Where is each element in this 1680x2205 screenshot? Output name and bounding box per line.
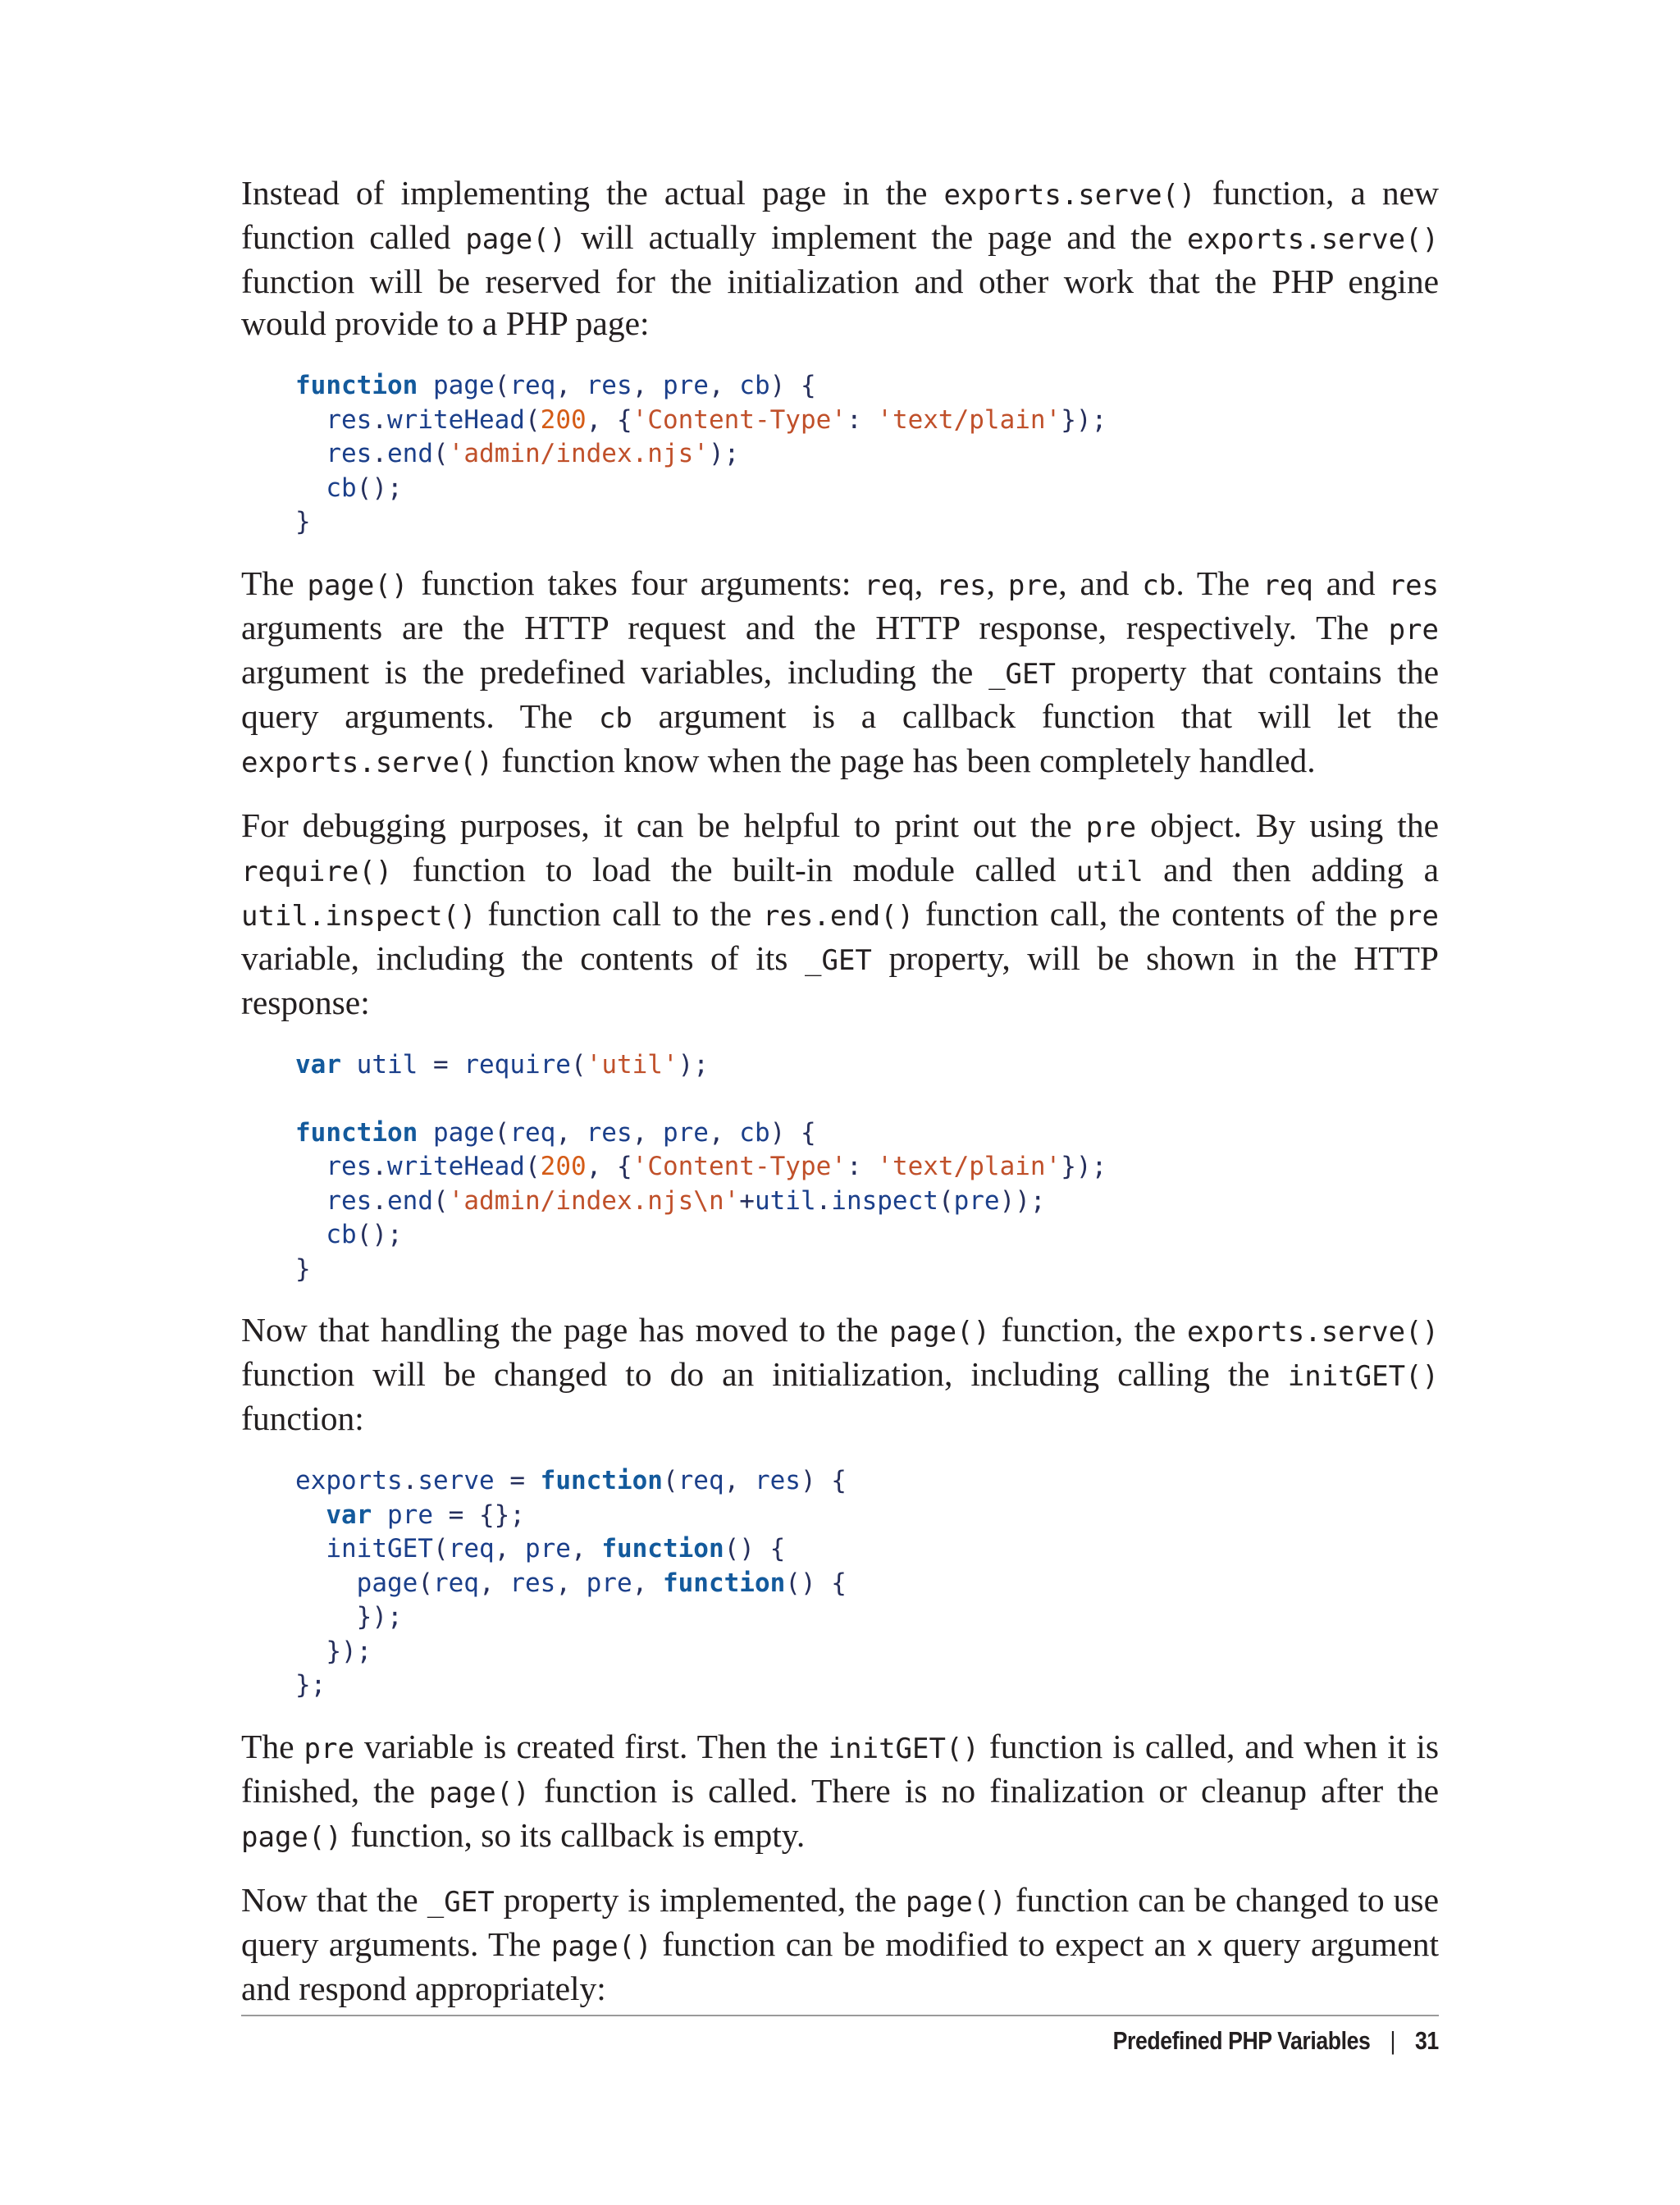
paragraph-serve-init: Now that handling the page has moved to the page() function, the exports.serve() function will be changed to do an initialization, including calling the initGET() function: — [241, 1311, 1439, 1437]
code-line: } — [295, 507, 311, 536]
code-line: }); — [295, 1636, 372, 1666]
code-block-util-inspect — [295, 1048, 1439, 1287]
code-line: }); — [295, 1602, 403, 1632]
code-line: cb(); — [326, 1220, 403, 1249]
paragraph-pre-created: The pre variable is created first. Then the initGET() function is called, and when it is finished, the page() function is called. There is no finalization or cleanup after the page() function, so its callback is empty. — [241, 1727, 1439, 1854]
paragraph-debugging: For debugging purposes, it can be helpful to print out the pre object. By using the require() function to load the built-in module called util and then adding a util.inspect() function call to the res.end() function call, the contents of the pre variable, including the contents of its _GET property, will be shown in the HTTP response: — [241, 806, 1439, 1021]
code-line: cb(); — [326, 472, 403, 503]
code-line — [295, 1082, 1439, 1116]
code-line: var pre = {}; — [326, 1500, 525, 1530]
code-line: res.end('admin/index.njs'); — [326, 439, 740, 468]
code-line: } — [295, 1253, 311, 1284]
code-line: var util = require('util'); — [295, 1049, 709, 1080]
footer-separator: | — [1390, 2026, 1396, 2055]
code-line: function page(req, res, pre, cb) { — [295, 1117, 816, 1148]
code-line: res.writeHead(200, {'Content-Type': 'text/plain'}); — [326, 1152, 1107, 1181]
code-line: function page(req, res, pre, cb) { — [295, 371, 816, 400]
running-footer — [1113, 2026, 1439, 2056]
paragraph-get-implemented: Now that the _GET property is implemented, the page() function can be changed to use query arguments. The page() function can be modified to expect an x query argument and respond appropriately: — [241, 1880, 1439, 2007]
page-number: 31 — [1415, 2026, 1439, 2055]
code-block-exports-serve — [295, 1464, 1439, 1703]
paragraph-serve-intro: Instead of implementing the actual page in the exports.serve() function, a new function called page() will actually implement the page and the exports.serve() function will be reserved for the initialization and other work that the PHP engine would provide to a PHP page: — [241, 174, 1439, 342]
code-line: exports.serve = function(req, res) { — [295, 1466, 847, 1495]
code-line: initGET(req, pre, function() { — [326, 1534, 786, 1564]
code-line: res.writeHead(200, {'Content-Type': 'text/plain'}); — [326, 404, 1107, 435]
code-line: res.end('admin/index.njs\n'+util.inspect(pre)); — [326, 1185, 1046, 1216]
code-line: page(req, res, pre, function() { — [356, 1568, 847, 1598]
footer-section-title: Predefined PHP Variables — [1112, 2026, 1371, 2055]
footer-rule — [241, 2015, 1439, 2016]
paragraph-page-arguments: The page() function takes four arguments: req, res, pre, and cb. The req and res arguments are the HTTP request and the HTTP response, respectively. The pre argument is the predefined variables, including the _GET property that contains the query arguments. The cb argument is a callback function that will let the exports.serve() function know when the page has been completely handled. — [241, 564, 1440, 779]
code-block-page-function — [295, 369, 1439, 540]
code-line: }; — [295, 1670, 326, 1700]
page-body — [241, 172, 1439, 2030]
